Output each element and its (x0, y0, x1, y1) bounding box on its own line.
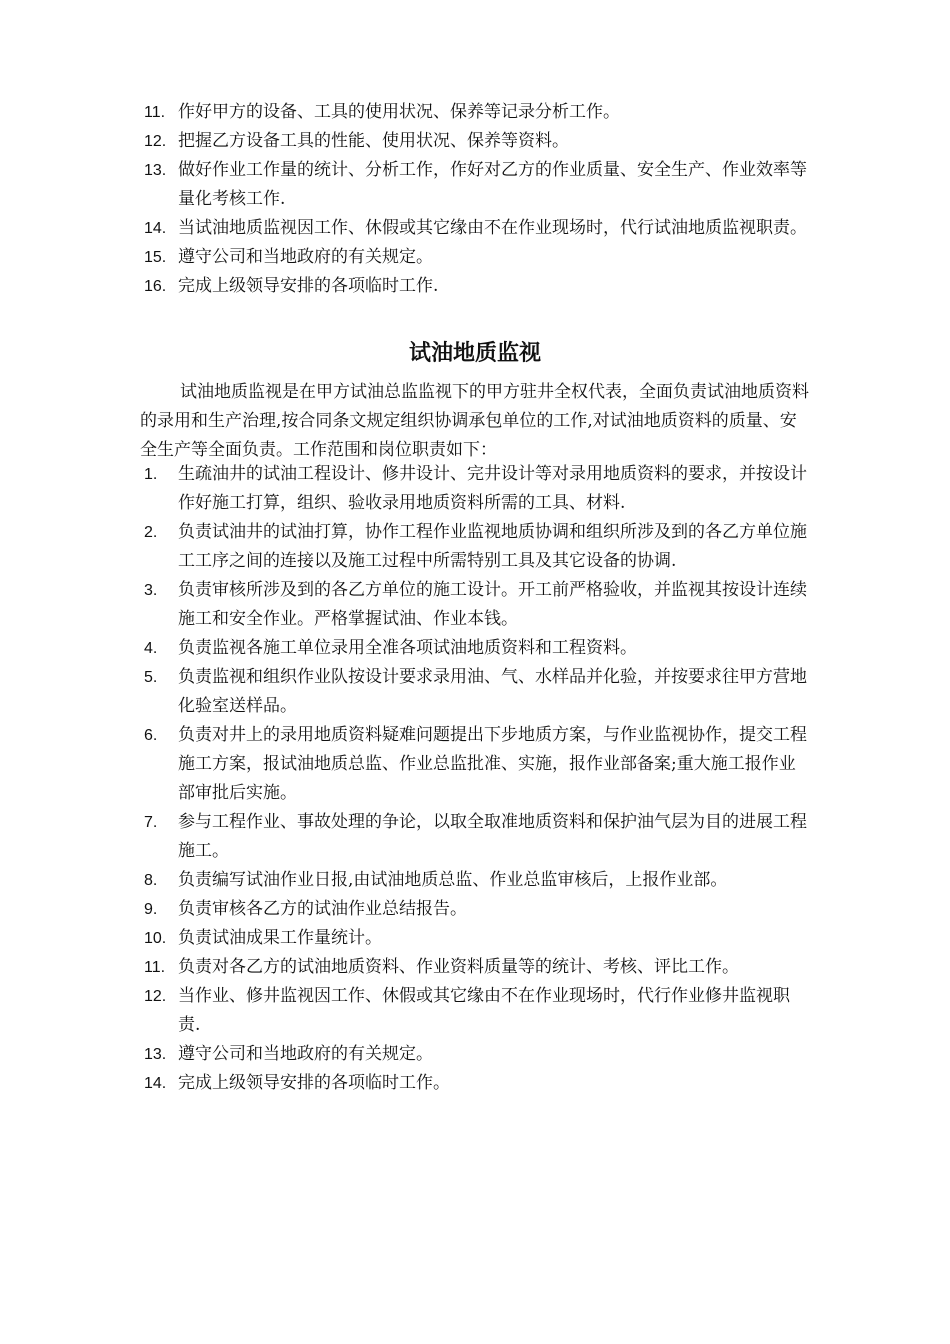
item-number: 5. (144, 669, 158, 686)
item-number: 11. (144, 104, 166, 121)
item-number: 13. (144, 1046, 167, 1063)
list-item (140, 576, 810, 634)
list-item (140, 460, 810, 518)
item-text: 负责审核各乙方的试油作业总结报告。 (178, 899, 467, 919)
item-text: 负责监视各施工单位录用全准各项试油地质资料和工程资料。 (178, 638, 637, 658)
item-text: 遵守公司和当地政府的有关规定。 (178, 247, 433, 267)
item-number: 14. (144, 220, 167, 237)
item-text: 生疏油井的试油工程设计、修井设计、完井设计等对录用地质资料的要求，并按设计作好施工打算，组织、验收录用地质资料所需的工具、材料. (178, 464, 807, 513)
item-number: 11. (144, 959, 166, 976)
list-item (140, 214, 810, 243)
item-number: 4. (144, 640, 158, 657)
item-text: 作好甲方的设备、工具的使用状况、保养等记录分析工作。 (178, 102, 620, 122)
list-item (140, 634, 810, 663)
list-item (140, 98, 810, 127)
list-item (140, 982, 810, 1040)
item-text: 当试油地质监视因工作、休假或其它缘由不在作业现场时，代行试油地质监视职责。 (178, 218, 807, 238)
list-item (140, 953, 810, 982)
section-title: 试油地质监视 (408, 341, 541, 366)
item-text: 遵守公司和当地政府的有关规定。 (178, 1044, 433, 1064)
item-text: 负责编写试油作业日报,由试油地质总监、作业总监审核后，上报作业部。 (178, 870, 728, 890)
item-number: 12. (144, 133, 167, 150)
item-number: 7. (144, 814, 158, 831)
list-item (140, 808, 810, 866)
item-number: 12. (144, 988, 167, 1005)
item-number: 1. (144, 466, 158, 483)
list-item (140, 895, 810, 924)
list-item (140, 663, 810, 721)
duties-list-bottom (140, 460, 810, 1098)
item-number: 2. (144, 524, 158, 541)
item-number: 13. (144, 162, 167, 179)
item-text: 完成上级领导安排的各项临时工作. (178, 276, 439, 296)
item-text: 负责试油井的试油打算，协作工程作业监视地质协调和组织所涉及到的各乙方单位施工工序之间的连接以及施工过程中所需特别工具及其它设备的协调. (178, 522, 807, 571)
item-number: 9. (144, 901, 158, 918)
item-text: 参与工程作业、事故处理的争论，以取全取准地质资料和保护油气层为目的进展工程施工。 (178, 812, 807, 861)
list-item (140, 518, 810, 576)
item-text: 负责对各乙方的试油地质资料、作业资料质量等的统计、考核、评比工作。 (178, 957, 739, 977)
item-number: 6. (144, 727, 158, 744)
list-item (140, 1040, 810, 1069)
section-intro: 试油地质监视是在甲方试油总监监视下的甲方驻井全权代表，全面负责试油地质资料的录用和生产治理,按合同条文规定组织协调承包单位的工作,对试油地质资料的质量、安全生产等全面负责。工作范围和岗位职责如下： (140, 382, 809, 460)
item-text: 负责试油成果工作量统计。 (178, 928, 382, 948)
list-item (140, 866, 810, 895)
list-item (140, 272, 810, 301)
item-text: 做好作业工作量的统计、分析工作，作好对乙方的作业质量、安全生产、作业效率等量化考核工作. (178, 160, 807, 209)
item-number: 15. (144, 249, 167, 266)
list-item (140, 721, 810, 808)
list-item (140, 1069, 810, 1098)
list-item (140, 243, 810, 272)
item-text: 当作业、修井监视因工作、休假或其它缘由不在作业现场时，代行作业修井监视职责. (178, 986, 790, 1035)
item-number: 8. (144, 872, 158, 889)
item-text: 负责审核所涉及到的各乙方单位的施工设计。开工前严格验收，并监视其按设计连续施工和安全作业。严格掌握试油、作业本钱。 (178, 580, 807, 629)
list-item (140, 156, 810, 214)
item-number: 14. (144, 1075, 167, 1092)
list-item (140, 127, 810, 156)
item-number: 16. (144, 278, 167, 295)
list-item (140, 924, 810, 953)
item-number: 10. (144, 930, 167, 947)
item-number: 3. (144, 582, 158, 599)
item-text: 完成上级领导安排的各项临时工作。 (178, 1073, 450, 1093)
item-text: 把握乙方设备工具的性能、使用状况、保养等资料。 (178, 131, 569, 151)
item-text: 负责对井上的录用地质资料疑难问题提出下步地质方案，与作业监视协作，提交工程施工方案，报试油地质总监、作业总监批准、实施，报作业部备案;重大施工报作业部审批后实施。 (178, 725, 807, 803)
duties-list-top (140, 98, 810, 301)
item-text: 负责监视和组织作业队按设计要求录用油、气、水样品并化验，并按要求往甲方营地化验室送样品。 (178, 667, 807, 716)
